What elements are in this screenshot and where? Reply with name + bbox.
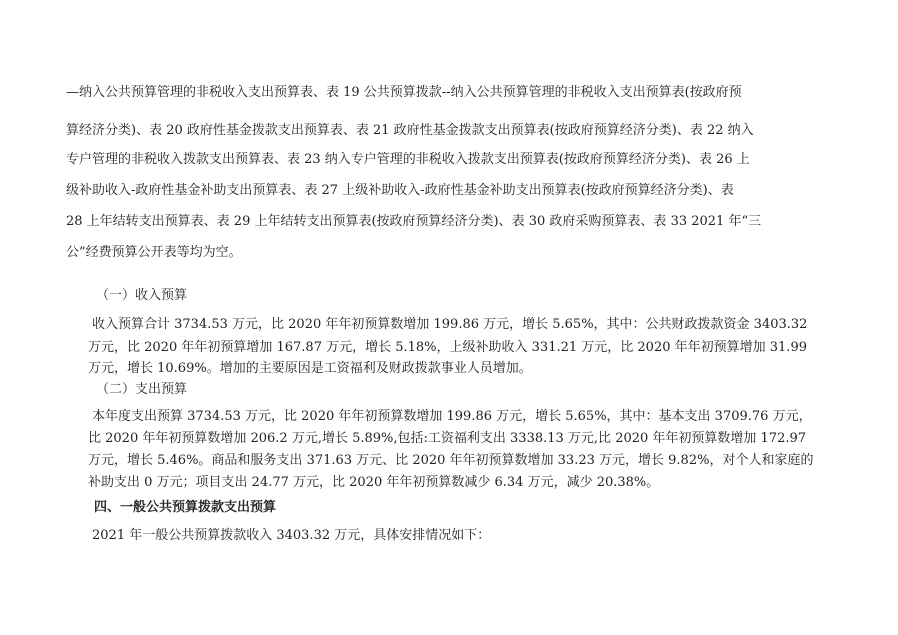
intro-line-2: 算经济分类)、表 20 政府性基金拨款支出预算表、表 21 政府性基金拨款支出预算表(按政府预算经济分类)、表 22 纳入: [66, 123, 754, 138]
intro-line-6: 公”经费预算公开表等均为空。: [66, 245, 242, 260]
expense-line-3: 万元，增长 5.46%。商品和服务支出 371.63 万元、比 2020 年年初预算数增加 33.23 万元，增长 9.82%，对个人和家庭的: [88, 453, 814, 468]
expense-line-2: 比 2020 年年初预算数增加 206.2 万元,增长 5.89%,包括:工资福利支出 3338.13 万元,比 2020 年年初预算数增加 172.97: [88, 431, 807, 446]
intro-line-1: —纳入公共预算管理的非税收入支出预算表、表 19 公共预算拨款--纳入公共预算管理的非税收入支出预算表(按政府预: [66, 85, 742, 100]
section4-line-1: 2021 年一般公共预算拨款收入 3403.32 万元，具体安排情况如下：: [92, 528, 491, 543]
income-heading: （一）收入预算: [96, 288, 188, 303]
expense-line-4: 补助支出 0 万元；项目支出 24.77 万元，比 2020 年年初预算数减少 6.34 万元，减少 20.38%。: [88, 475, 660, 490]
intro-line-3: 专户管理的非税收入拨款支出预算表、表 23 纳入专户管理的非税收入拨款支出预算表(按政府预算经济分类)、表 26 上: [66, 152, 750, 167]
income-line-1: 收入预算合计 3734.53 万元，比 2020 年年初预算数增加 199.86 万元，增长 5.65%，其中：公共财政拨款资金 3403.32: [92, 317, 808, 332]
expense-line-1: 本年度支出预算 3734.53 万元，比 2020 年年初预算数增加 199.86 万元，增长 5.65%，其中：基本支出 3709.76 万元，: [92, 409, 812, 424]
section4-heading: 四、一般公共预算拨款支出预算: [94, 500, 277, 515]
intro-line-5: 28 上年结转支出预算表、表 29 上年结转支出预算表(按政府预算经济分类)、表 30 政府采购预算表、表 33 2021 年“三: [66, 214, 762, 229]
income-line-2: 万元，比 2020 年年初预算增加 167.87 万元，增长 5.18%，上级补助收入 331.21 万元，比 2020 年年初预算增加 31.99: [88, 340, 807, 355]
income-line-3: 万元，增长 10.69%。增加的主要原因是工资福利及财政拨款事业人员增加。: [88, 361, 532, 376]
expense-heading: （二）支出预算: [96, 382, 188, 397]
intro-line-4: 级补助收入-政府性基金补助支出预算表、表 27 上级补助收入-政府性基金补助支出预算表(按政府预算经济分类)、表: [66, 183, 734, 198]
